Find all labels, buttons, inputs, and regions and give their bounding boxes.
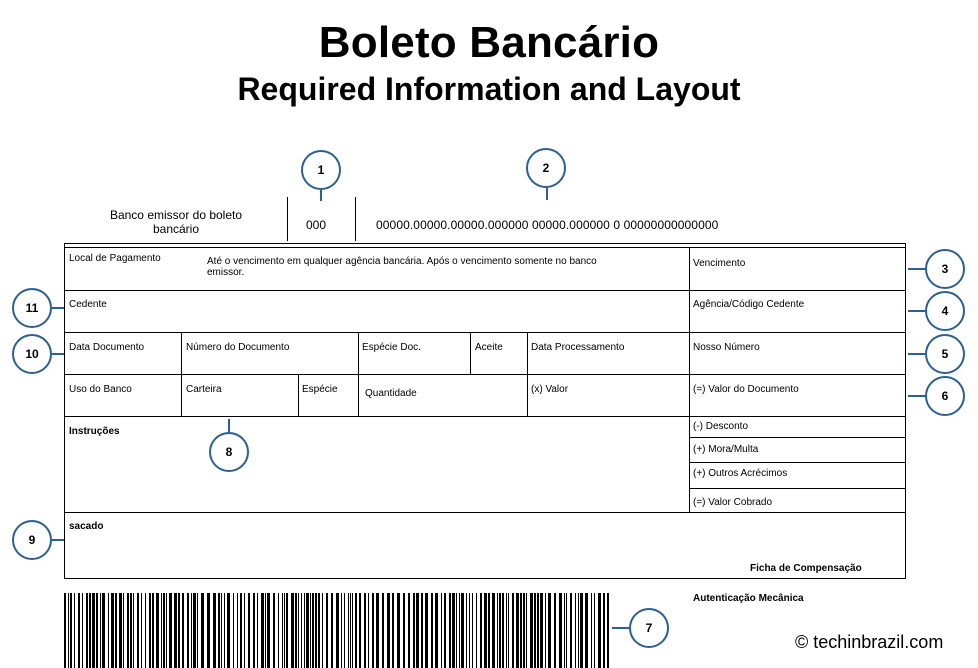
barcode-bar [472,593,473,668]
barcode-bar [502,593,504,668]
carteira-label: Carteira [186,384,222,395]
callout-2-leader [546,188,548,200]
especie-doc-label: Espécie Doc. [362,342,421,353]
col-line-e [298,374,299,416]
barcode-bar [607,593,609,668]
cedente-label: Cedente [69,299,107,310]
callout-4-leader [908,310,925,312]
ficha-compensacao-label: Ficha de Compensação [750,563,862,574]
barcode-bar [368,593,369,668]
barcode-bar [174,593,177,668]
instrucoes-label: Instruções [69,426,120,437]
barcode-bar [566,593,567,668]
barcode-bar [554,593,556,668]
barcode-bar [355,593,357,668]
barcode-bar [191,593,192,668]
barcode-bar [207,593,210,668]
barcode-bar [326,593,328,668]
barcode-bar [598,593,601,668]
callout-10-leader [52,353,64,355]
barcode-bar [286,593,288,668]
barcode-bar [145,593,146,668]
barcode-bar [387,593,390,668]
callout-5-leader [908,353,925,355]
barcode-bar [344,593,345,668]
barcode-bar [364,593,366,668]
barcode-graphic [64,593,610,668]
callout-7-leader [612,627,629,629]
barcode-bar [315,593,317,668]
barcode-bar [298,593,299,668]
barcode-bar [603,593,605,668]
barcode-bar [564,593,565,668]
row-line-1 [65,290,905,291]
barcode-bar [523,593,525,668]
barcode-bar [580,593,583,668]
barcode-bar [141,593,142,668]
barcode-bar [444,593,446,668]
barcode-bar [197,593,198,668]
barcode-bar [265,593,266,668]
barcode-bar [169,593,172,668]
callout-8: 8 [209,432,249,472]
barcode-bar [421,593,423,668]
barcode-bar [161,593,162,668]
barcode-bar [130,593,132,668]
barcode-bar [78,593,80,668]
barcode-bar [100,593,101,668]
barcode-bar [74,593,75,668]
barcode-bar [137,593,139,668]
barcode-bar [594,593,595,668]
barcode-bar [295,593,297,668]
barcode-bar [548,593,551,668]
barcode-bar [469,593,470,668]
barcode-bar [488,593,490,668]
nosso-numero-label: Nosso Número [693,342,760,353]
barcode-bar [456,593,457,668]
barcode-bar [449,593,451,668]
barcode-bar [166,593,167,668]
barcode-bar [461,593,464,668]
boleto-form [64,243,906,579]
col-line-d [527,332,528,416]
local-pagamento-text: Até o vencimento em qualquer agência bancária. Após o vencimento somente no banco emissor. [207,256,597,278]
barcode-bar [70,593,72,668]
barcode-bar [499,593,501,668]
barcode-bar [540,593,543,668]
data-processamento-label: Data Processamento [531,342,625,353]
barcode-bar [575,593,576,668]
barcode-bar [304,593,305,668]
barcode-bar [156,593,159,668]
barcode-bar [508,593,509,668]
barcode-bar [86,593,88,668]
barcode-bar [133,593,134,668]
barcode-bar [244,593,245,668]
barcode-bar [312,593,314,668]
barcode-bar [506,593,507,668]
callout-6-leader [908,395,925,397]
barcode-bar [570,593,572,668]
bank-name-label: Banco emissor do boleto bancário [109,208,243,236]
top-separator-1 [287,197,288,241]
barcode-bar [64,593,66,668]
callout-9: 9 [12,520,52,560]
barcode-bar [578,593,579,668]
side-line-3 [689,488,905,489]
barcode-bar [213,593,216,668]
callout-11: 11 [12,288,52,328]
barcode-bar [240,593,242,668]
barcode-bar [492,593,495,668]
callout-9-leader [52,539,64,541]
col-line-c [470,332,471,374]
row-line-2 [65,332,905,333]
barcode-bar [480,593,482,668]
barcode-bar [408,593,410,668]
valor-documento-label: (=) Valor do Documento [693,384,799,395]
barcode-bar [516,593,519,668]
aceite-label: Aceite [475,342,503,353]
barcode-bar [68,593,69,668]
barcode-bar [152,593,154,668]
barcode-bar [261,593,264,668]
copyright-text: © techinbrazil.com [795,632,944,652]
barcode-bar [237,593,238,668]
barcode-bar [193,593,196,668]
barcode-bar [301,593,302,668]
barcode-bar [530,593,533,668]
row-line-3 [65,374,905,375]
barcode-bar [559,593,562,668]
side-line-1 [689,437,905,438]
numero-documento-label: Número do Documento [186,342,290,353]
barcode-bar [123,593,124,668]
col-line-a [181,332,182,416]
page-title: Boleto Bancário [318,18,660,67]
barcode-bar [248,593,250,668]
barcode-bar [397,593,400,668]
barcode-bar [441,593,442,668]
barcode-bar [416,593,419,668]
barcode-bar [534,593,536,668]
barcode-bar [187,593,189,668]
barcode-bar [331,593,333,668]
barcode-bar [182,593,184,668]
side-line-2 [689,462,905,463]
row-line-4 [65,416,905,417]
valor-label: (x) Valor [531,384,569,395]
barcode-bar [89,593,91,668]
barcode-bar [224,593,225,668]
row-line-5 [65,512,905,513]
barcode-bar [359,593,361,668]
sacado-label: sacado [69,521,104,532]
barcode-bar [431,593,433,668]
barcode-bar [149,593,151,668]
barcode-bar [257,593,258,668]
barcode-bar [336,593,339,668]
barcode-bar [306,593,309,668]
callout-8-leader [228,419,230,432]
callout-10: 10 [12,334,52,374]
barcode-bar [102,593,105,668]
barcode-bar [127,593,129,668]
top-separator-2 [355,197,356,241]
barcode-bar [497,593,498,668]
barcode-bar [119,593,122,668]
barcode-bar [82,593,83,668]
right-column-line [689,247,690,512]
barcode-bar [392,593,394,668]
barcode-bar [227,593,230,668]
callout-6: 6 [925,376,965,416]
vencimento-label: Vencimento [693,258,746,269]
bank-code: 000 [306,218,327,232]
barcode-bar [585,593,588,668]
barcode-bar [382,593,384,668]
barcode-bar [425,593,428,668]
barcode-bar [163,593,165,668]
barcode-bar [318,593,320,668]
barcode-bar [233,593,234,668]
barcode-bar [372,593,374,668]
callout-7: 7 [629,608,669,648]
valor-cobrado-label: (=) Valor Cobrado [693,497,773,508]
col-line-b [358,332,359,416]
barcode-bar [520,593,522,668]
barcode-bar [435,593,438,668]
barcode-bar [322,593,323,668]
barcode-bar [253,593,255,668]
barcode-bar [178,593,180,668]
callout-11-leader [52,307,64,309]
barcode-bar [350,593,351,668]
especie-label: Espécie [302,384,338,395]
callout-4: 4 [925,291,965,331]
barcode-bar [96,593,98,668]
barcode-bar [403,593,405,668]
barcode-bar [278,593,279,668]
autenticacao-mecanica-label: Autenticação Mecânica [693,593,804,604]
barcode-bar [201,593,204,668]
form-top-double-line [65,247,905,248]
barcode-bar [466,593,467,668]
barcode-bar [413,593,415,668]
barcode-bar [459,593,460,668]
barcode-bar [284,593,285,668]
barcode-bar [218,593,220,668]
callout-1-leader [320,190,322,201]
barcode-bar [273,593,275,668]
desconto-label: (-) Desconto [693,421,749,432]
barcode-bar [376,593,379,668]
callout-2: 2 [526,148,566,188]
callout-1: 1 [301,150,341,190]
barcode-bar [341,593,342,668]
barcode-bar [108,593,109,668]
barcode-bar [221,593,222,668]
mora-multa-label: (+) Mora/Multa [693,444,759,455]
barcode-bar [512,593,514,668]
barcode-bar [484,593,487,668]
barcode-bar [452,593,455,668]
barcode-bar [476,593,477,668]
barcode-bar [92,593,95,668]
barcode-bar [526,593,527,668]
callout-3-leader [908,268,925,270]
barcode-bar [115,593,117,668]
barcode-bar [111,593,114,668]
digitable-line: 00000.00000.00000.000000 00000.000000 0 00000000000000 [376,218,719,232]
barcode-bar [352,593,353,668]
barcode-bar [591,593,592,668]
barcode-bar [291,593,294,668]
barcode-bar [267,593,270,668]
barcode-bar [537,593,539,668]
callout-3: 3 [925,249,965,289]
barcode-bar [545,593,546,668]
callout-5: 5 [925,334,965,374]
barcode-bar [310,593,311,668]
local-pagamento-label: Local de Pagamento [69,253,161,264]
uso-banco-label: Uso do Banco [69,384,132,395]
barcode-bar [348,593,349,668]
data-documento-label: Data Documento [69,342,145,353]
quantidade-label: Quantidade [365,388,417,399]
barcode-bar [282,593,283,668]
page-subtitle: Required Information and Layout [237,71,741,107]
outros-acrescimos-label: (+) Outros Acrécimos [693,468,788,479]
agencia-codigo-label: Agência/Código Cedente [693,299,805,310]
